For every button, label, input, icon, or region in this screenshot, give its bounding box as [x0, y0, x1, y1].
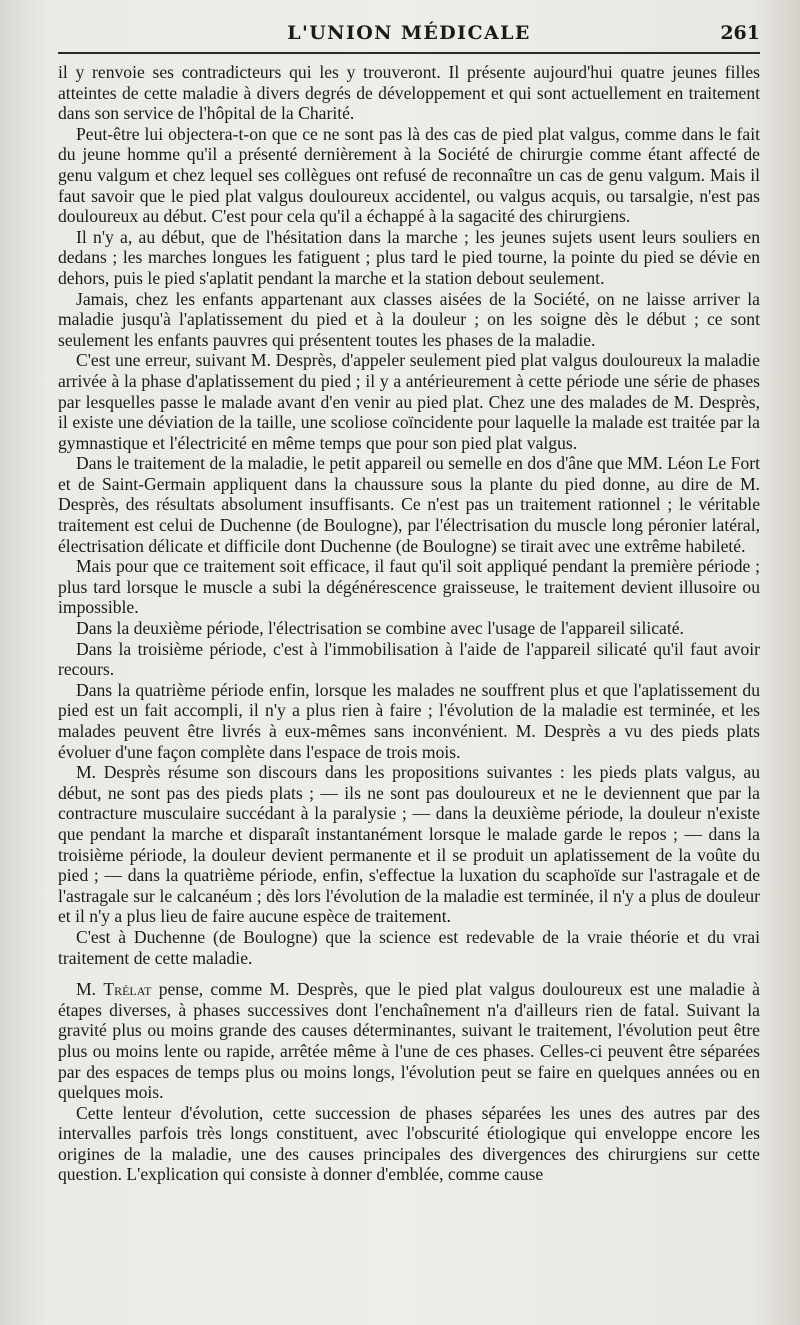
paragraph: Dans la troisième période, c'est à l'immobilisation à l'aide de l'appareil silicaté qu'il faut avoir recours. — [58, 638, 760, 680]
paragraph: Dans la deuxième période, l'électrisation se combine avec l'usage de l'appareil silicaté. — [76, 618, 684, 639]
paragraph: Mais pour que ce traitement soit efficace, il faut qu'il soit appliqué pendant la première période ; plus tard lorsque le muscle a subi la dégénérescence graisseuse, le traitement devient illusoire ou impossible. — [58, 556, 760, 618]
page-number: 261 — [720, 22, 760, 44]
paragraph: Dans la quatrième période enfin, lorsque les malades ne souffrent plus et que l'aplatissement du pied est un fait accompli, il n'y a plus rien à faire ; l'évolution de la maladie est terminée, et les malades peuvent être livrés à eux-mêmes sans inconvénient. M. Desprès a vu des pieds plats évoluer d'une façon complète dans l'espace de trois mois. — [58, 679, 760, 762]
trelat-paragraph — [58, 979, 760, 1103]
paragraph: il y renvoie ses contradicteurs qui les y trouveront. Il présente aujourd'hui quatre jeunes filles atteintes de cette maladie à divers degrés de développement et qui sont actuellement en traitement dans son service de l'hôpital de la Charité. — [58, 62, 760, 124]
paragraph: M. Desprès résume son discours dans les propositions suivantes : les pieds plats valgus, au début, ne sont pas des pieds plats ; — ils ne sont pas douloureux et ne le deviennent que par la contracture musculaire succédant à la paralysie ; — dans la deuxième période, la douleur n'existe que pendant la marche et disparaît instantanément lorsque le malade garde le repos ; — dans la troisième période, la douleur devient permanente et il se produit un aplatissement de la voûte du pied ; — dans la quatrième période, enfin, s'effectue la luxation du scaphoïde sur l'astragale et de l'astragale sur le calcanéum ; dès lors l'évolution de la maladie est terminée, il n'y a plus de douleur et il n'y a plus lieu de faire aucune espèce de traitement. — [58, 762, 760, 927]
speaker-prefix: M. — [76, 979, 104, 1000]
paragraph: Cette lenteur d'évolution, cette succession de phases séparées les unes des autres par des intervalles parfois très longs constituent, avec l'obscurité étiologique qui enveloppe encore les origines de la maladie, une des causes principales des divergences des chirurgiens sur cette question. L'explication qui consiste à donner d'emblée, comme cause — [58, 1102, 760, 1185]
paragraph: C'est à Duchenne (de Boulogne) que la science est redevable de la vraie théorie et du vrai traitement de cette maladie. — [58, 926, 760, 968]
paragraph: Peut-être lui objectera-t-on que ce ne sont pas là des cas de pied plat valgus, comme dans le fait du jeune homme qu'il a présenté dernièrement à la Société de chirurgie comme étant affecté de genu valgum et chez lequel ses collègues ont refusé de reconnaître un cas de genu valgum. Mais il faut savoir que le pied plat valgus douloureux accidentel, ou valgus acquis, ou tarsalgie, n'est pas douloureux au début. C'est pour cela qu'il a échappé à la sagacité des chirurgiens. — [58, 123, 760, 227]
paragraph-text: pense, comme M. Desprès, que le pied plat valgus douloureux est une maladie à étapes diverses, à phases successives dont l'enchaînement n'a d'ailleurs rien de fatal. Suivant la gravité plus ou moins grande des causes déterminantes, suivant le traitement, l'évolution peut être plus ou moins lente ou rapide, arrêtée même à l'une de ces phases. Celles-ci peuvent être séparées par des espaces de temps plus ou moins longs, l'évolution peut se faire en quelques années ou en quelques mois. — [58, 979, 760, 1103]
paragraph: Jamais, chez les enfants appartenant aux classes aisées de la Société, on ne laisse arriver la maladie jusqu'à l'aplatissement du pied et à la douleur ; on les soigne dès le début ; ce sont seulement les enfants pauvres qui présentent toutes les phases de la maladie. — [58, 288, 760, 350]
speaker-name: Trélat — [103, 979, 152, 1000]
article-body — [58, 62, 760, 1185]
paragraph: C'est une erreur, suivant M. Desprès, d'appeler seulement pied plat valgus douloureux la maladie arrivée à la phase d'aplatissement du pied ; il y a antérieurement à cette période une série de phases par lesquelles passe le malade avant d'en venir au pied plat. Chez une des malades de M. Desprès, il existe une déviation de la taille, une scoliose coïncidente pour laquelle la malade est traitée par la gymnastique et l'électricité en même temps que pour son pied plat valgus. — [58, 350, 760, 453]
page-header — [58, 18, 760, 54]
paragraph: Il n'y a, au début, que de l'hésitation dans la marche ; les jeunes sujets usent leurs souliers en dedans ; les marches longues les fatiguent ; plus tard le pied tourne, la pointe du pied se dévie en dehors, puis le pied s'aplatit pendant la marche et la station debout seulement. — [58, 226, 760, 288]
running-title: L'UNION MÉDICALE — [287, 22, 531, 44]
paragraph: Dans le traitement de la maladie, le petit appareil ou semelle en dos d'âne que MM. Léon Le Fort et de Saint-Germain appliquent dans la chaussure sous la plante du pied donne, au dire de M. Desprès, des résultats absolument insuffisants. Ce n'est pas un traitement rationnel ; le véritable traitement est celui de Duchenne (de Boulogne), par l'électrisation du muscle long péronier latéral, électrisation délicate et difficile dont Duchenne (de Boulogne) se tirait avec une extrême habileté. — [58, 453, 760, 556]
